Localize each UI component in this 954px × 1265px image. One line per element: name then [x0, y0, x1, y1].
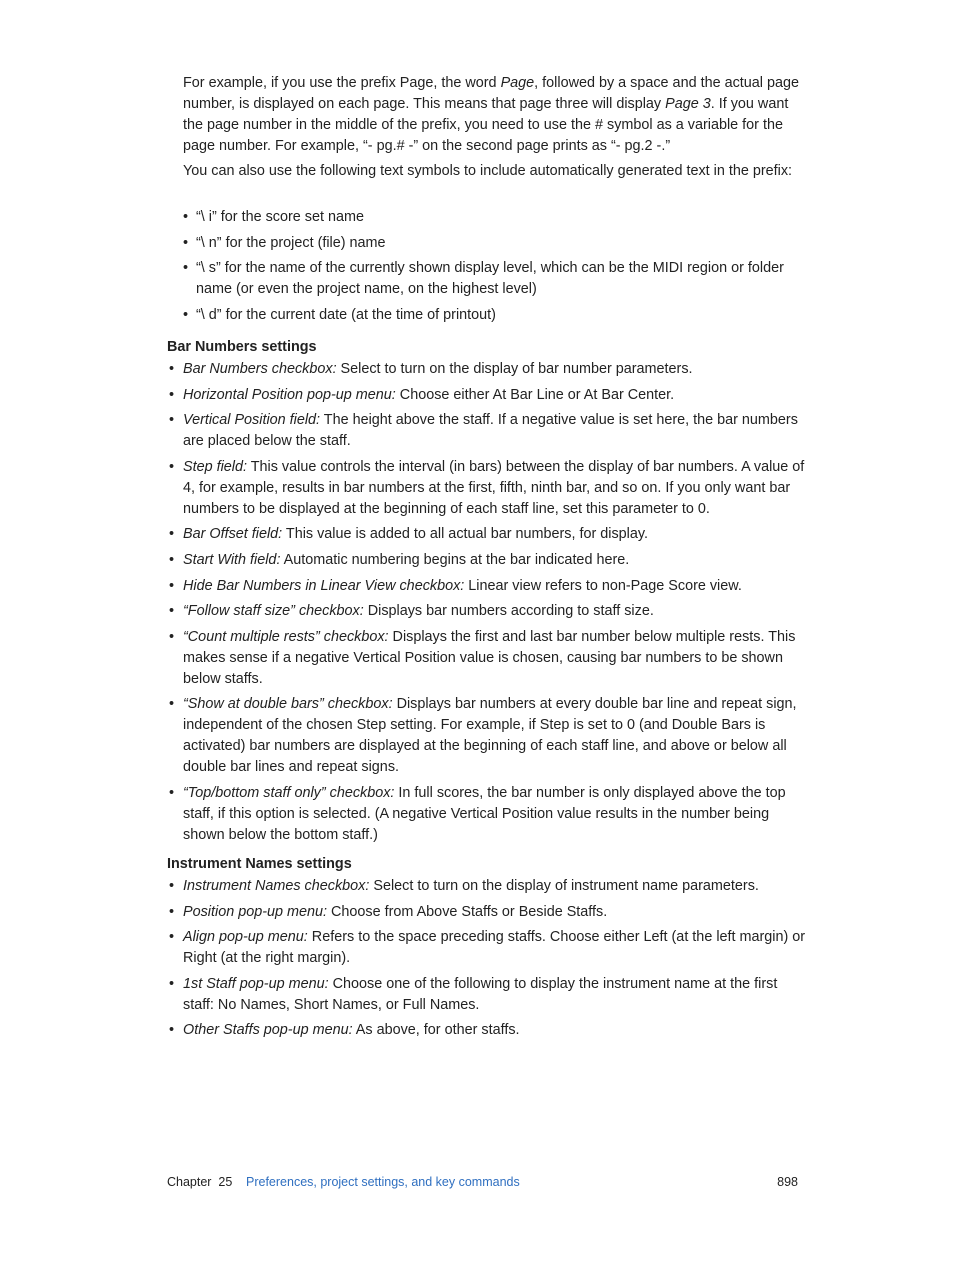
item-term: Instrument Names checkbox:	[183, 878, 370, 894]
item-desc: Displays bar numbers at every double bar line and repeat sign, independent of the chosen Step setting. For example, if Step is set to 0 (and Double Bars is activated) bar numbers are displayed at the beginning of each staff line, and above or below all double bar lines and repeat signs.	[183, 696, 797, 776]
item-term: Step field:	[183, 458, 247, 475]
list-item	[167, 457, 807, 520]
bullet: •	[169, 386, 175, 403]
bullet: •	[183, 209, 189, 225]
item-desc: In full scores, the bar number is only displayed above the top staff, if this option is selected. (A negative Vertical Position value results in the number being shown below the bottom staff.)	[183, 784, 786, 843]
list-item: • “\ i” for the score set name	[183, 207, 803, 228]
list-item	[167, 385, 807, 406]
bullet: •	[169, 929, 175, 946]
item-desc: Choose one of the following to display the instrument name at the first staff: No Names, Short Names, or Full Names.	[183, 975, 778, 1013]
item-desc: This value is added to all actual bar numbers, for display.	[282, 526, 649, 543]
intro-paragraph-symbols: You can also use the following text symbols to include automatically generated text in the prefix:	[183, 163, 793, 179]
item-term: Bar Numbers checkbox:	[183, 361, 337, 377]
chapter-title-link[interactable]: Preferences, project settings, and key commands	[246, 1175, 520, 1189]
bullet: •	[169, 577, 175, 594]
bullet: •	[169, 526, 175, 543]
bullet: •	[169, 784, 175, 801]
list-item	[167, 550, 807, 571]
bullet: •	[169, 1022, 175, 1039]
bullet: •	[183, 260, 189, 277]
text-symbol-list	[183, 207, 803, 326]
item-term: Hide Bar Numbers in Linear View checkbox:	[183, 577, 465, 594]
bullet: •	[169, 361, 175, 377]
bullet: •	[169, 975, 175, 992]
item-term: “Count multiple rests” checkbox:	[183, 628, 389, 645]
item-desc: Linear view refers to non-Page Score view.	[464, 577, 742, 594]
item-desc: The height above the staff. If a negative value is set here, the bar numbers are placed below the staff.	[183, 412, 798, 450]
instrument-names-heading: Instrument Names settings	[167, 856, 352, 872]
bullet: •	[169, 628, 175, 645]
item-desc: Automatic numbering begins at the bar indicated here.	[280, 551, 630, 568]
list-item	[167, 927, 807, 969]
list-item	[167, 783, 807, 846]
list-item	[167, 576, 807, 597]
bullet: •	[169, 878, 175, 894]
list-item: • “\ d” for the current date (at the time of printout)	[183, 305, 803, 326]
chapter-label: Chapter 25	[167, 1175, 233, 1189]
bar-numbers-list	[167, 359, 807, 851]
list-item: • “\ s” for the name of the currently shown display level, which can be the MIDI region or folder name (or even the project name, on the highest level)	[183, 260, 784, 298]
italic-word-page: Page	[500, 75, 535, 91]
bullet: •	[169, 412, 175, 429]
bullet: •	[169, 458, 175, 475]
intro-paragraph-prefix: For example, if you use the prefix Page, the word Page, followed by a space and the actual page number, is displayed on each page. This means that page three will display Page 3. If you want the page number in the middle of the prefix, you need to use the # symbol as a variable for the page number. For example, “- pg.# -” on the second page prints as “- pg.2 -.”	[183, 75, 799, 154]
item-desc: Choose either At Bar Line or At Bar Center.	[395, 386, 675, 403]
list-item	[167, 1020, 807, 1041]
item-term: “Top/bottom staff only” checkbox:	[183, 784, 395, 801]
bullet: •	[169, 551, 175, 568]
instrument-names-list	[167, 876, 807, 1046]
item-desc: Select to turn on the display of instrument name parameters.	[369, 878, 759, 894]
item-desc: Displays the first and last bar number below multiple rests. This makes sense if a negative Vertical Position value is chosen, causing bar numbers to be shown below staffs.	[183, 628, 796, 687]
item-desc: Choose from Above Staffs or Beside Staffs.	[327, 903, 608, 920]
list-item: • “\ n” for the project (file) name	[183, 233, 803, 254]
item-term: Position pop-up menu:	[183, 903, 327, 920]
item-desc: Displays bar numbers according to staff size.	[363, 603, 654, 620]
bullet: •	[169, 603, 175, 620]
page-number: 898	[777, 1175, 798, 1189]
item-term: Bar Offset field:	[183, 526, 283, 543]
item-term: Start With field:	[183, 551, 281, 568]
item-term: Horizontal Position pop-up menu:	[183, 386, 396, 403]
bar-numbers-heading: Bar Numbers settings	[167, 339, 317, 355]
item-desc: This value controls the interval (in bars) between the display of bar numbers. A value of 4, for example, results in bar numbers at the first, fifth, ninth bar, and so on. If you only want bar numbers to be displayed at the beginning of each staff line, set this parameter to 0.	[183, 458, 805, 517]
list-item	[167, 876, 807, 897]
item-desc: As above, for other staffs.	[352, 1022, 520, 1039]
list-item	[167, 902, 807, 923]
list-item	[167, 601, 807, 622]
item-term: Other Staffs pop-up menu:	[183, 1022, 353, 1039]
list-item	[167, 974, 807, 1016]
list-item	[167, 410, 807, 452]
italic-example-page3: Page 3	[665, 96, 711, 112]
list-item	[167, 627, 807, 690]
item-term: Vertical Position field:	[183, 412, 321, 429]
item-desc: Select to turn on the display of bar number parameters.	[336, 361, 693, 377]
bullet: •	[183, 306, 189, 323]
item-term: Align pop-up menu:	[183, 929, 308, 946]
item-term: “Show at double bars” checkbox:	[183, 696, 393, 713]
page-footer	[167, 1172, 798, 1192]
list-item	[167, 359, 807, 380]
bullet: •	[183, 234, 189, 251]
bullet: •	[169, 696, 175, 713]
item-desc: Refers to the space preceding staffs. Choose either Left (at the left margin) or Right (at the right margin).	[183, 929, 806, 967]
bullet: •	[169, 903, 175, 920]
item-term: “Follow staff size” checkbox:	[183, 603, 364, 620]
item-term: 1st Staff pop-up menu:	[183, 975, 329, 992]
list-item	[167, 694, 807, 778]
list-item	[167, 524, 807, 545]
